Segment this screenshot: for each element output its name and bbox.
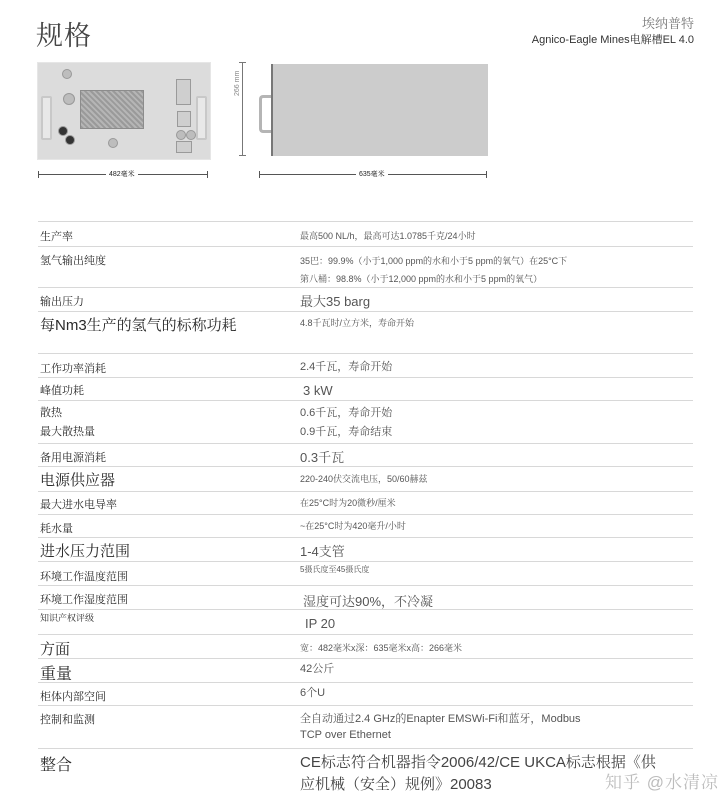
spec-row: [38, 514, 693, 537]
spec-label: 电源供应器: [40, 472, 116, 489]
spec-value: 42公斤: [300, 663, 335, 675]
handle-icon: [41, 96, 52, 140]
spec-value: [300, 706, 693, 748]
side-view-image: [271, 64, 488, 156]
spec-value: [300, 401, 693, 443]
handle-icon: [196, 96, 207, 140]
spec-value: 4.8千瓦时/立方米，寿命开始: [300, 318, 415, 328]
connector-icon: [62, 69, 72, 79]
connector-icon: [186, 130, 196, 140]
spec-row: [38, 466, 693, 491]
spec-row: [38, 658, 693, 682]
spec-label: 知识产权评级: [40, 613, 95, 623]
spec-label: 工作功率消耗: [40, 363, 106, 375]
spec-row: [38, 246, 693, 287]
spec-value: ~在25°C时为420毫升/小时: [300, 521, 406, 531]
spec-label: 柜体内部空间: [40, 691, 106, 703]
spec-value-line: 第八桶：98.8%（小于12,000 ppm的水和小于5 ppm的氧气）: [300, 274, 543, 284]
spec-row: [38, 287, 693, 311]
spec-value: 湿度可达90%，不冷凝: [303, 594, 434, 609]
spec-value-line: TCP over Ethernet: [300, 729, 391, 741]
spec-row: [38, 682, 693, 705]
ethernet-port-icon: [176, 141, 192, 153]
spec-value: 0.3千瓦: [300, 450, 345, 465]
height-dimension-line: [242, 62, 243, 156]
depth-dimension-label: 635毫米: [356, 169, 388, 179]
spec-label: 耗水量: [40, 523, 73, 535]
spec-row: [38, 491, 693, 514]
spec-value: [300, 247, 693, 287]
spec-value: IP 20: [305, 616, 336, 631]
spec-label: 最大进水电导率: [40, 499, 117, 511]
spec-label: 氢气输出纯度: [40, 255, 106, 267]
connector-icon: [176, 130, 186, 140]
spec-row: [38, 705, 693, 748]
spec-label: 整合: [40, 757, 73, 774]
spec-value-line: 应机械（安全）规例》20083: [300, 776, 492, 793]
spec-value: 1-4支管: [300, 544, 345, 559]
spec-row: [38, 537, 693, 561]
connector-icon: [108, 138, 118, 148]
spec-label: 重量: [40, 666, 73, 683]
panel-slot: [176, 79, 191, 105]
spec-label: 环境工作湿度范围: [40, 594, 128, 606]
spec-label: 控制和监测: [40, 714, 95, 726]
power-switch-icon: [177, 111, 191, 127]
spec-value: 2.4千瓦，寿命开始: [300, 361, 393, 373]
spec-label-line: 最大散热量: [40, 426, 95, 438]
spec-value: 5摄氏度至45摄氏度: [300, 565, 370, 574]
spec-value: 6个U: [300, 687, 326, 699]
spec-value-line: 全自动通过2.4 GHz的Enapter EMSWi-Fi和蓝牙，Modbus: [300, 713, 581, 725]
spec-row: [38, 377, 693, 400]
spec-label-line: 散热: [40, 407, 62, 419]
spec-row: [38, 748, 693, 799]
spec-row: [38, 585, 693, 609]
spec-value: 在25°C时为20微秒/厘米: [300, 498, 396, 508]
spec-value-line: CE标志符合机器指令2006/42/CE UKCA标志根据《供: [300, 754, 656, 771]
spec-row: [38, 443, 693, 466]
spec-row: [38, 221, 693, 246]
spec-value: 最高500 NL/h，最高可达1.0785千克/24小时: [300, 231, 476, 241]
spec-value: 3 kW: [303, 383, 333, 398]
brand-block: [532, 15, 694, 48]
spec-label: 备用电源消耗: [40, 452, 106, 464]
page-title: 规格: [36, 21, 92, 51]
front-panel-image: [37, 62, 211, 160]
spec-row: [38, 561, 693, 585]
watermark: 知乎 @水清凉: [605, 773, 719, 792]
spec-label: 输出压力: [40, 296, 84, 308]
spec-value-line: 35巴：99.9%（小于1,000 ppm的水和小于5 ppm的氧气）在25°C下: [300, 256, 568, 266]
display-screen: [80, 90, 144, 129]
spec-label: 环境工作温度范围: [40, 571, 128, 583]
spec-table: [38, 221, 693, 799]
spec-row: [38, 311, 693, 353]
connector-icon: [63, 93, 75, 105]
connector-icon: [65, 135, 75, 145]
spec-row: [38, 353, 693, 377]
spec-label: 峰值功耗: [40, 385, 84, 397]
spec-label: 生产率: [40, 231, 73, 243]
spec-value: 最大35 barg: [300, 294, 371, 309]
spec-value: 宽：482毫米x深：635毫米x高：266毫米: [300, 643, 463, 653]
spec-value-line: 0.9千瓦，寿命结束: [300, 426, 393, 438]
spec-row: [38, 609, 693, 634]
spec-label: 进水压力范围: [40, 543, 131, 560]
width-dimension-label: 482毫米: [106, 169, 138, 179]
spec-value: 220-240伏交流电压，50/60赫兹: [300, 474, 428, 484]
spec-label: 方面: [40, 641, 71, 658]
spec-label: 每Nm3生产的氢气的标称功耗: [40, 317, 237, 334]
height-dimension-label: 266 mm: [234, 70, 241, 96]
spec-row: [38, 400, 693, 443]
spec-label: [38, 401, 300, 443]
spec-value-line: 0.6千瓦，寿命开始: [300, 407, 393, 419]
brand-name-cn: 埃纳普特: [641, 16, 694, 31]
spec-row: [38, 634, 693, 658]
product-name: Agnico-Eagle Mines电解槽EL 4.0: [531, 34, 694, 46]
connector-icon: [58, 126, 68, 136]
